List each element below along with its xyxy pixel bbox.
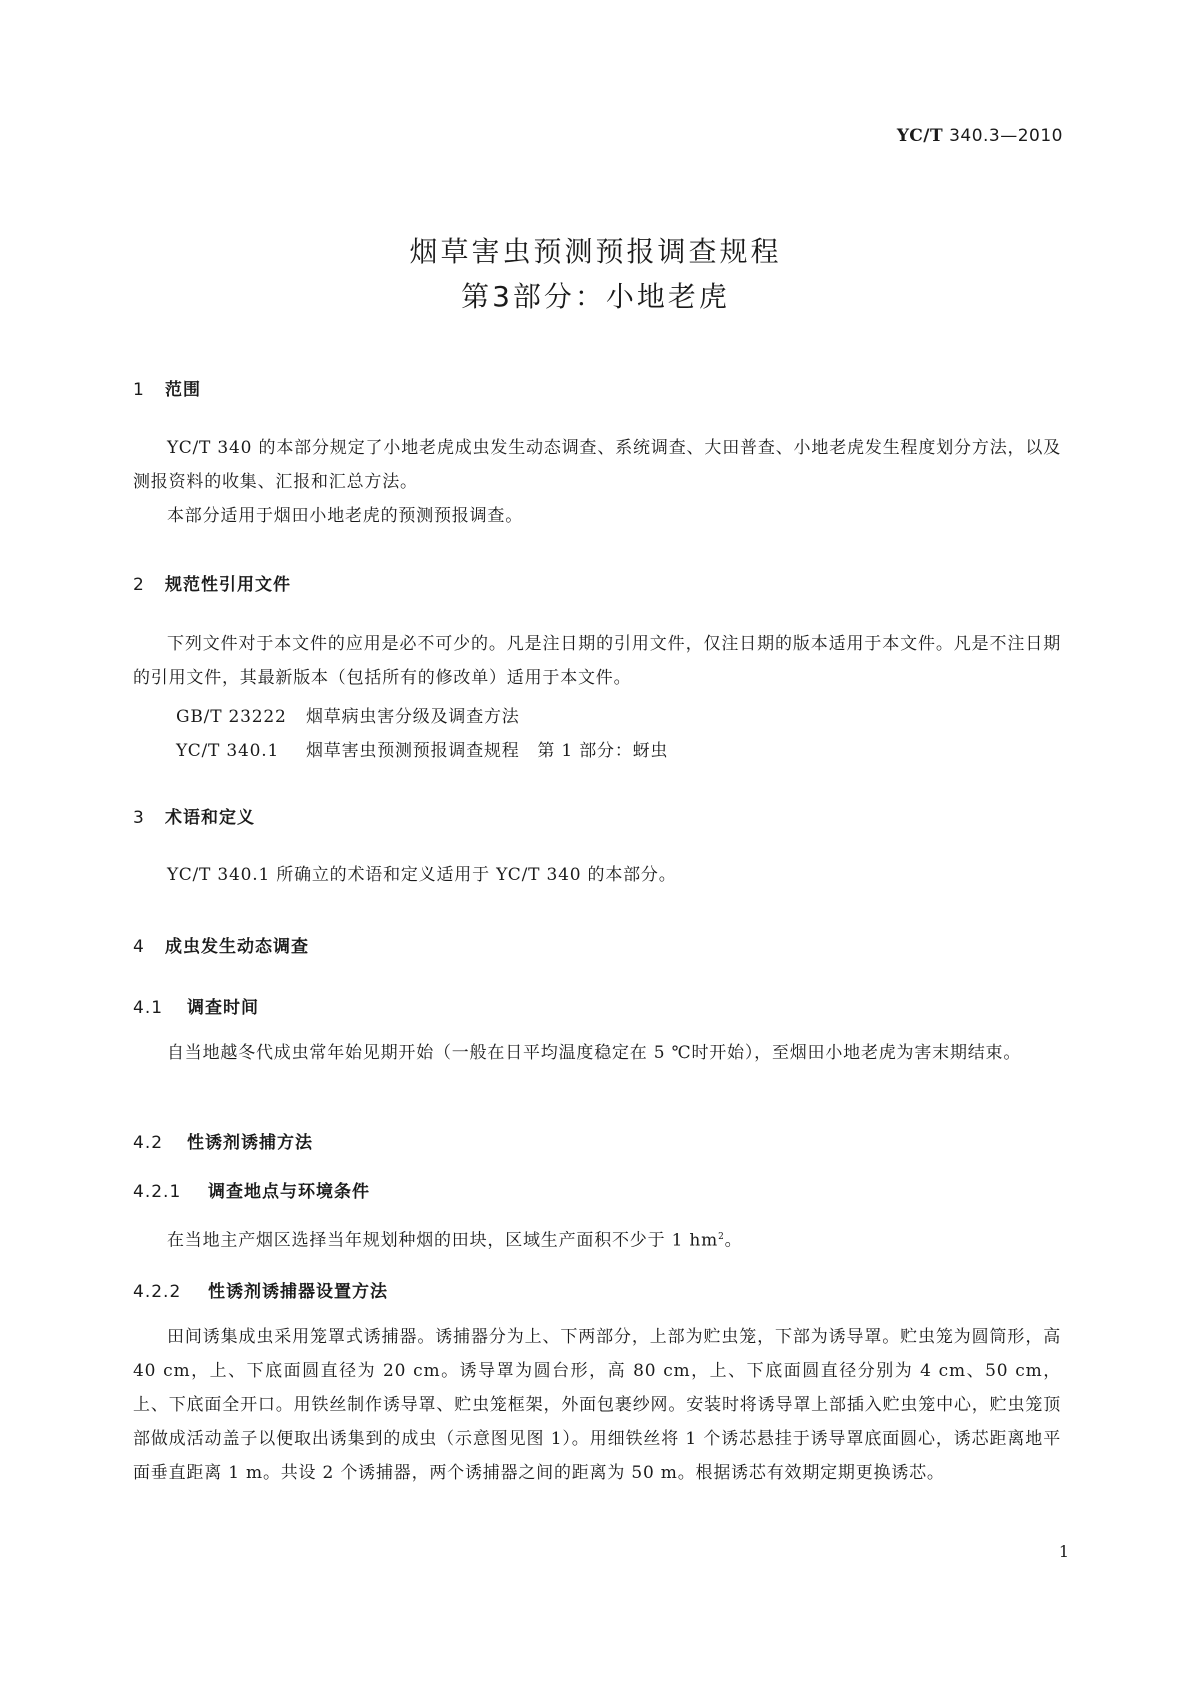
section-1-heading <box>133 375 201 400</box>
section-1-paragraph-1: YC/T 340 的本部分规定了小地老虎成虫发生动态调查、系统调查、大田普查、小地老虎发生程度划分方法，以及测报资料的收集、汇报和汇总方法。 <box>133 438 1061 492</box>
section-number: 4 <box>133 937 145 957</box>
reference-title: 烟草病虫害分级及调查方法 <box>306 707 520 727</box>
page-number: 1 <box>1058 1542 1069 1561</box>
section-title: 范围 <box>165 380 201 400</box>
section-number: 4.2.1 <box>133 1182 182 1202</box>
section-4-2-1-paragraph-1 <box>133 1220 1061 1258</box>
section-number: 2 <box>133 575 145 595</box>
section-number: 3 <box>133 808 145 828</box>
section-title: 术语和定义 <box>165 808 255 828</box>
reference-code: YC/T 340.1 <box>176 741 280 761</box>
normative-reference <box>176 736 668 761</box>
document-title: 烟草害虫预测预报调查规程 <box>409 235 782 268</box>
standard-code-number: 340.3—2010 <box>949 126 1063 146</box>
reference-code: GB/T 23222 <box>176 707 287 727</box>
section-3-heading <box>133 803 255 828</box>
section-4-1-paragraph-1: 自当地越冬代成虫常年始见期开始（一般在日平均温度稳定在 5 ℃时开始），至烟田小地老虎为害末期结束。 <box>167 1043 1022 1063</box>
section-4-2-heading <box>133 1128 313 1153</box>
section-4-heading <box>133 932 309 957</box>
section-title: 调查时间 <box>187 998 259 1018</box>
section-2-paragraph-1: 下列文件对于本文件的应用是必不可少的。凡是注日期的引用文件，仅注日期的版本适用于本文件。凡是不注日期的引用文件，其最新版本（包括所有的修改单）适用于本文件。 <box>133 634 1061 688</box>
section-number: 4.1 <box>133 998 164 1018</box>
reference-title: 烟草害虫预测预报调查规程 第 1 部分：蚜虫 <box>306 741 669 761</box>
section-title: 调查地点与环境条件 <box>208 1182 370 1202</box>
section-number: 1 <box>133 380 145 400</box>
section-4-2-2-heading <box>133 1277 388 1302</box>
section-2-heading <box>133 570 291 595</box>
section-4-1-heading <box>133 993 259 1018</box>
section-title: 成虫发生动态调查 <box>165 937 309 957</box>
section-number: 4.2.2 <box>133 1282 182 1302</box>
superscript: 2 <box>718 1232 725 1242</box>
paragraph-text: 在当地主产烟区选择当年规划种烟的田块，区域生产面积不少于 1 hm <box>167 1230 719 1251</box>
section-title: 性诱剂诱捕器设置方法 <box>208 1282 388 1302</box>
normative-reference <box>176 702 520 727</box>
standard-code-prefix: YC/T <box>896 126 944 146</box>
section-4-2-1-heading <box>133 1177 370 1202</box>
document-subtitle: 第3部分：小地老虎 <box>461 280 730 313</box>
section-number: 4.2 <box>133 1133 164 1153</box>
section-3-paragraph-1: YC/T 340.1 所确立的术语和定义适用于 YC/T 340 的本部分。 <box>167 865 677 885</box>
section-1-paragraph-2: 本部分适用于烟田小地老虎的预测预报调查。 <box>167 506 523 526</box>
section-title: 性诱剂诱捕方法 <box>187 1133 313 1153</box>
standard-code <box>897 126 1063 146</box>
section-4-2-2-paragraph-1: 田间诱集成虫采用笼罩式诱捕器。诱捕器分为上、下两部分，上部为贮虫笼，下部为诱导罩。贮虫笼为圆筒形，高 40 cm，上、下底面圆直径为 20 cm。诱导罩为圆台形，高 80 cm，上、下底面圆直径分别为 4 cm、50 cm，上、下底面全开口。用铁丝制作诱导罩、贮虫笼框架，外面包裹纱网。安装时将诱导罩上部插入贮虫笼中心，贮虫笼顶部做成活动盖子以便取出诱集到的成虫（示意图见图 1）。用细铁丝将 1 个诱芯悬挂于诱导罩底面圆心，诱芯距离地平面垂直距离 1 m。共设 2 个诱捕器，两个诱捕器之间的距离为 50 m。根据诱芯有效期定期更换诱芯。 <box>133 1327 1061 1483</box>
section-title: 规范性引用文件 <box>165 575 291 595</box>
paragraph-text-end: 。 <box>724 1230 743 1251</box>
